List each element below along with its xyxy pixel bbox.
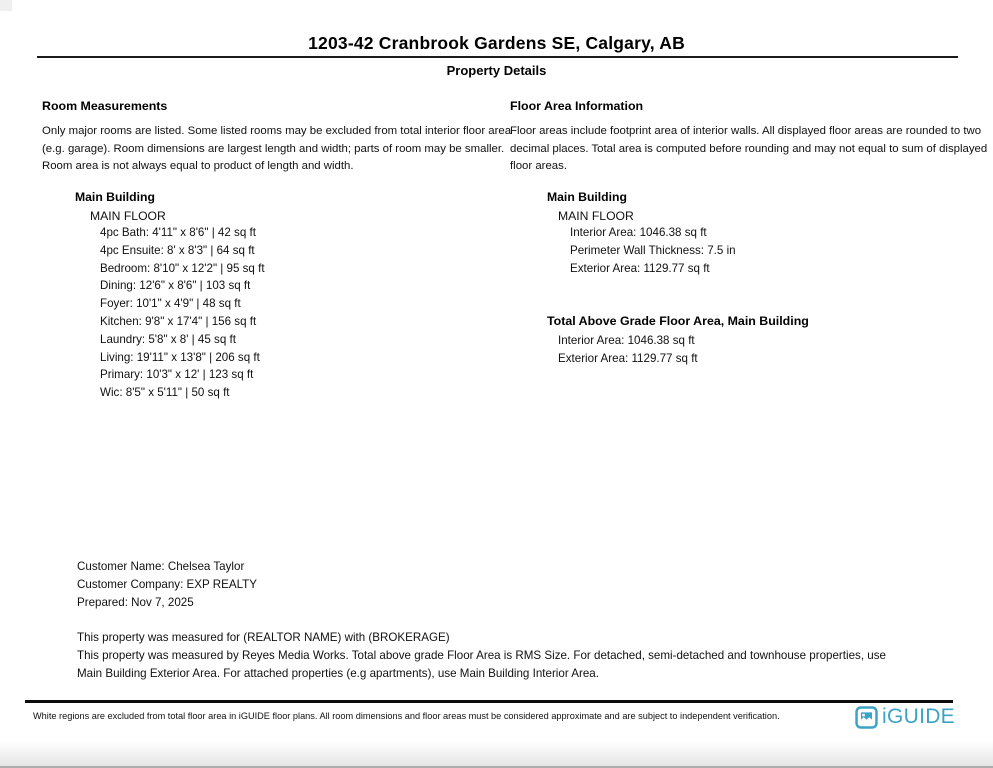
- customer-info-line: Prepared: Nov 7, 2025: [77, 596, 194, 609]
- floor-stat-item: Exterior Area: 1129.77 sq ft: [570, 261, 710, 275]
- room-measurements-heading: Room Measurements: [42, 99, 168, 113]
- room-measurement-item: Primary: 10'3" x 12' | 123 sq ft: [100, 368, 254, 382]
- disclaimer-line: This property was measured for (REALTOR NAME) with (BROKERAGE): [77, 631, 450, 644]
- description-line: floor areas.: [510, 160, 567, 172]
- room-measurement-item: 4pc Bath: 4'11" x 8'6" | 42 sq ft: [100, 226, 256, 239]
- iguide-logo: [855, 705, 955, 729]
- footer-note: White regions are excluded from total floor area in iGUIDE floor plans. All room dimensions and floor areas must be considered approximate and are subject to independent verification.: [33, 711, 780, 721]
- room-measurement-item: Dining: 12'6" x 8'6" | 103 sq ft: [100, 279, 251, 293]
- room-measurements-section: [42, 99, 512, 176]
- building-name: Main Building: [547, 190, 627, 204]
- room-measurements-building-block: [75, 190, 265, 402]
- customer-info-line: Customer Name: Chelsea Taylor: [77, 560, 245, 573]
- customer-info-block: [77, 558, 257, 612]
- total-stat-item: Exterior Area: 1129.77 sq ft: [558, 351, 698, 365]
- building-name: Main Building: [75, 190, 155, 204]
- disclaimer-line: This property was measured by Reyes Media Works. Total above grade Floor Area is RMS Size. For detached, semi-detached and townhouse properties, use: [77, 649, 886, 662]
- room-measurement-item: Foyer: 10'1" x 4'9" | 48 sq ft: [100, 297, 241, 311]
- room-measurement-item: Laundry: 5'8" x 8' | 45 sq ft: [100, 332, 236, 346]
- floor-area-heading: Floor Area Information: [510, 99, 644, 113]
- description-line: (e.g. garage). Room dimensions are largest length and width; parts of room may be smaller.: [42, 142, 505, 155]
- description-line: Floor areas include footprint area of interior walls. All displayed floor areas are rounded to two: [510, 125, 982, 137]
- room-measurement-item: 4pc Ensuite: 8' x 8'3" | 64 sq ft: [100, 243, 255, 257]
- room-measurement-item: Kitchen: 9'8" x 17'4" | 156 sq ft: [100, 314, 257, 328]
- page-title: 1203-42 Cranbrook Gardens SE, Calgary, AB: [308, 33, 685, 53]
- total-stats-list: [558, 332, 809, 368]
- disclaimer-block: [77, 629, 886, 683]
- floor-area-section: [510, 99, 988, 176]
- floor-stat-item: Perimeter Wall Thickness: 7.5 in: [570, 243, 736, 257]
- description-line: Only major rooms are listed. Some listed rooms may be excluded from total interior floor area: [42, 125, 512, 137]
- description-line: Room area is not always equal to product of length and width.: [42, 160, 354, 172]
- title-divider: [37, 56, 958, 58]
- disclaimer-line: Main Building Exterior Area. For attached properties (e.g apartments), use Main Building Interior Area.: [77, 667, 599, 680]
- iguide-camera-icon: [855, 706, 878, 729]
- scan-corner-mark: [0, 0, 12, 11]
- total-stat-item: Interior Area: 1046.38 sq ft: [558, 334, 695, 347]
- page-subtitle: Property Details: [446, 63, 547, 78]
- description-line: decimal places. Total area is computed before rounding and may not equal to sum of displayed: [510, 142, 988, 155]
- page-bottom-edge: [0, 740, 993, 768]
- floor-stat-item: Interior Area: 1046.38 sq ft: [570, 226, 707, 239]
- iguide-logo-text: iGUIDE: [882, 705, 955, 728]
- floor-name: MAIN FLOOR: [558, 209, 634, 223]
- room-measurement-item: Wic: 8'5" x 5'11" | 50 sq ft: [100, 386, 230, 400]
- total-above-grade-heading: Total Above Grade Floor Area, Main Building: [547, 314, 809, 328]
- footer-divider: [25, 700, 953, 703]
- room-measurement-item: Living: 19'11" x 13'8" | 206 sq ft: [100, 350, 260, 364]
- room-list: [100, 224, 265, 402]
- floor-area-building-block: [547, 190, 736, 277]
- room-measurements-description: [42, 123, 512, 176]
- floor-area-description: [510, 123, 988, 176]
- floor-stats-list: [570, 224, 736, 277]
- customer-info-line: Customer Company: EXP REALTY: [77, 578, 257, 591]
- floor-name: MAIN FLOOR: [90, 209, 166, 223]
- total-above-grade-block: [547, 314, 809, 368]
- room-measurement-item: Bedroom: 8'10" x 12'2" | 95 sq ft: [100, 261, 265, 275]
